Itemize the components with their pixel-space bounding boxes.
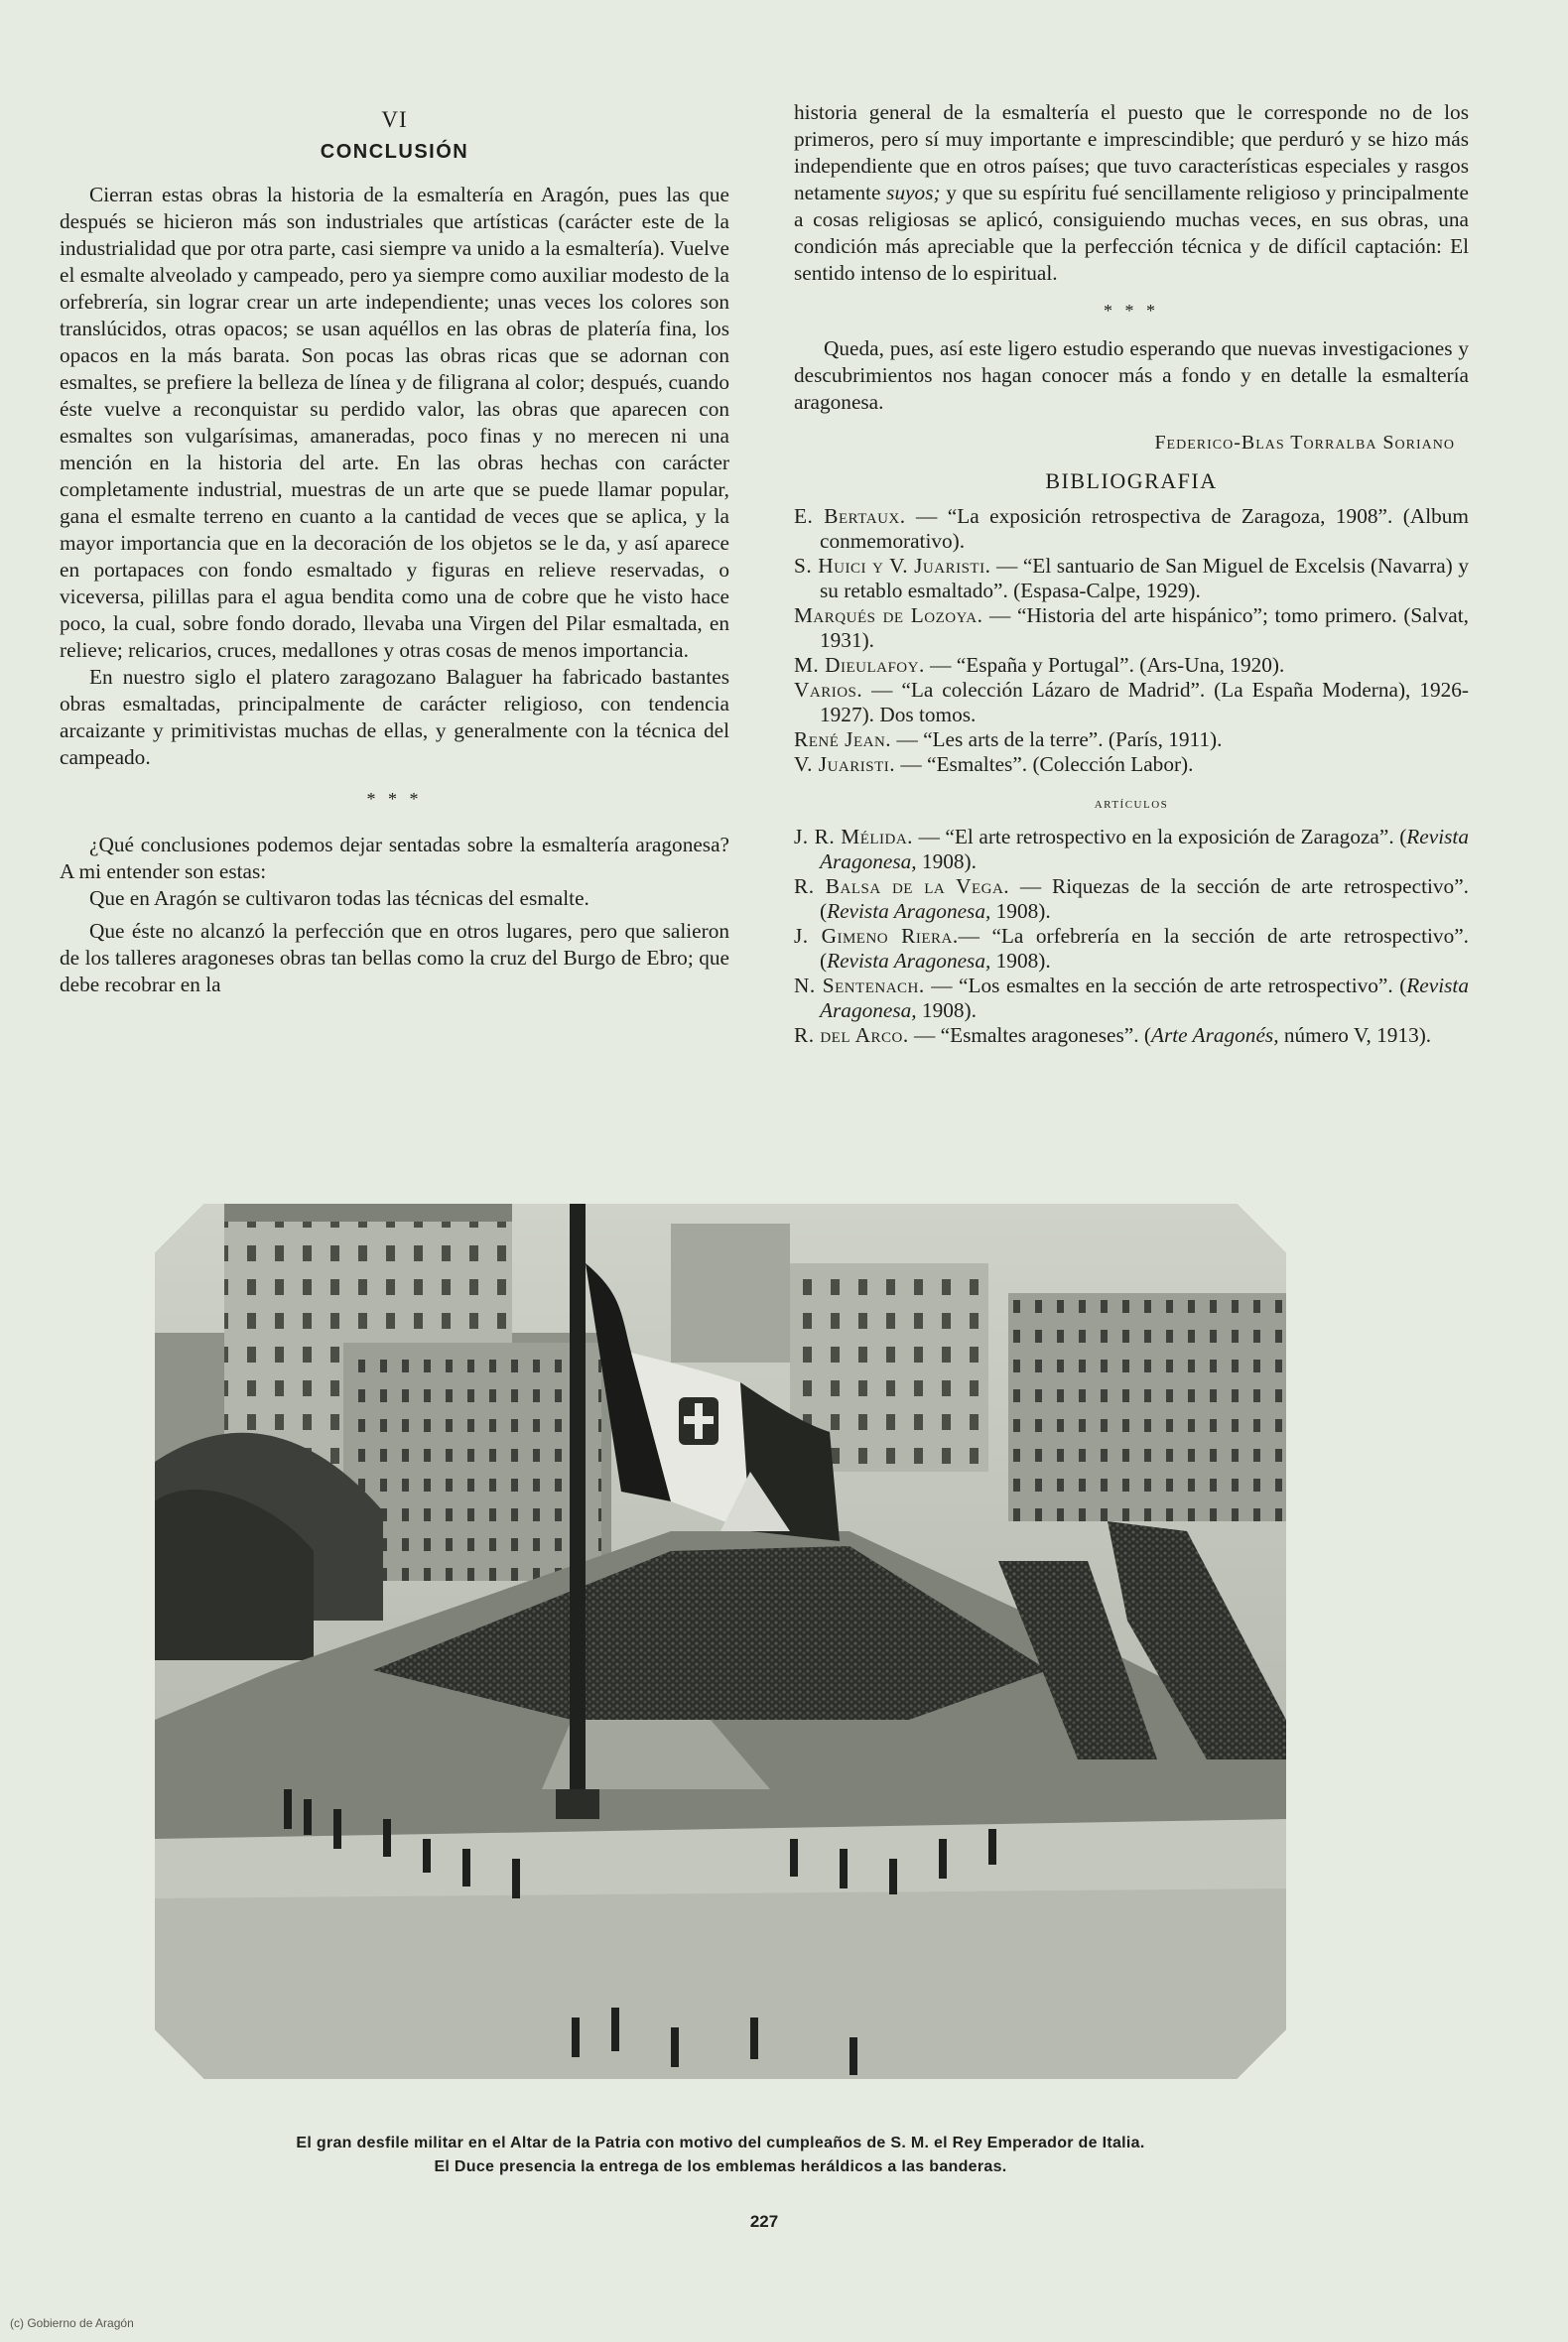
bibliography-entry — [794, 653, 1469, 678]
paragraph-text: y que su espíritu fué sencillamente religioso y principalmente a cosas religiosas se aplicó, consiguiendo muchas veces, en sus obras, una condición más apreciable que la perfección técnica y de difícil captación: El sentido intenso de lo espiritual. — [794, 181, 1469, 285]
ref-author: J. Gimeno Riera. — [794, 924, 959, 948]
articles-list — [794, 825, 1469, 1048]
ref-journal: Revista Aragonesa, — [820, 974, 1469, 1022]
ref-text: 1908). — [990, 899, 1051, 923]
ref-journal: Revista Aragonesa, — [827, 899, 991, 923]
ref-text: — Riquezas de la sección de arte retrospectivo”. ( — [820, 874, 1469, 923]
ref-text: número V, 1913). — [1278, 1023, 1432, 1047]
paragraph-italic-text: suyos; — [886, 181, 941, 204]
ref-author: R. Balsa de la Vega. — [794, 874, 1010, 898]
ref-author: M. Dieulafoy. — [794, 653, 925, 677]
author-signature: Federico-Blas Torralba Soriano — [1154, 432, 1455, 454]
ref-text: — “Historia del arte hispánico”; tomo primero. (Salvat, 1931). — [820, 603, 1469, 652]
ref-author: E. Bertaux. — [794, 504, 906, 528]
right-column — [794, 99, 1469, 1048]
ref-author: S. Huici y V. Juaristi. — [794, 554, 991, 578]
ref-text: — “Esmaltes”. (Colección Labor). — [895, 752, 1194, 776]
article-entry — [794, 825, 1469, 874]
bibliography-entry — [794, 727, 1469, 752]
photo-illustration — [155, 1204, 1286, 2079]
bibliography-list — [794, 504, 1469, 777]
photo-caption — [155, 2132, 1286, 2179]
ref-author: R. del Arco. — [794, 1023, 909, 1047]
ref-text: — “La exposición retrospectiva de Zaragoza, 1908”. (Album conmemorativo). — [820, 504, 1469, 553]
ref-text: — “Les arts de la terre”. (París, 1911). — [891, 727, 1223, 751]
paragraph: En nuestro siglo el platero zaragozano Balaguer ha fabricado bastantes obras esmaltadas, principalmente de carácter religioso, con tendencia arcaizante y primitivistas muchas de ellas, y generalmente con la técnica del campeado. — [60, 665, 729, 769]
ref-journal: Revista Aragonesa, — [820, 825, 1469, 873]
ref-text: — “La orfebrería en la sección de arte retrospectivo”. ( — [820, 924, 1469, 973]
parade-photo — [155, 1204, 1286, 2079]
bibliography-entry — [794, 603, 1469, 653]
paragraph: Que éste no alcanzó la perfección que en otros lugares, pero que salieron de los talleres aragoneses obras tan bellas como la cruz del Burgo de Ebro; que debe recobrar en la — [60, 919, 729, 996]
ref-text: — “El santuario de San Miguel de Excelsis (Navarra) y su retablo esmaltado”. (Espasa-Calpe, 1929). — [820, 554, 1469, 602]
section-title: CONCLUSIÓN — [320, 141, 469, 163]
ref-author: René Jean. — [794, 727, 892, 751]
section-separator: * * * — [1104, 301, 1159, 321]
ref-text: — “Los esmaltes en la sección de arte retrospectivo”. ( — [924, 974, 1407, 997]
articles-heading: artículos — [1094, 795, 1169, 812]
paragraph: ¿Qué conclusiones podemos dejar sentadas sobre la esmaltería aragonesa? A mi entender son estas: — [60, 833, 729, 883]
article-entry — [794, 924, 1469, 974]
ref-journal: Arte Aragonés, — [1150, 1023, 1279, 1047]
bibliography-entry — [794, 752, 1469, 777]
article-entry — [794, 1023, 1469, 1048]
caption-line: El gran desfile militar en el Altar de la Patria con motivo del cumpleaños de S. M. el Rey Emperador de Italia. — [296, 2135, 1145, 2151]
ref-text: — “La colección Lázaro de Madrid”. (La España Moderna), 1926-1927). Dos tomos. — [820, 678, 1469, 726]
paragraph-text: historia general de la esmaltería el puesto que le corresponde no de los primeros, pero sí muy importante e imprescindible; que perduró y se hizo más independiente que en otros países; que tuvo características especiales y rasgos netamente — [794, 100, 1469, 204]
ref-author: Varios. — [794, 678, 863, 702]
ref-text: 1908). — [990, 949, 1051, 973]
ref-author: Marqués de Lozoya. — [794, 603, 983, 627]
paragraph: Cierran estas obras la historia de la esmaltería en Aragón, pues las que después se hicieron más son industriales que artísticas (carácter este de la industrialidad que por otra parte, casi siempre va unido a la esmaltería). Vuelve el esmalte alveolado y campeado, pero ya siempre como auxiliar modesto de la orfebrería, sin lograr crear un arte independiente; unas veces los colores son translúcidos, otras opacos; se usan aquéllos en las obras de platería fina, los opacos en la más barata. Son pocas las obras ricas que se adornan con esmaltes, se prefiere la belleza de línea y de filigrana al color; después, cuando éste vuelve a reconquistar su perdido valor, las obras que aparecen con esmaltes son vulgarísimas, amaneradas, poco finas y no merecen ni una mención en la historia del arte. En las obras hechas con carácter completamente industrial, muestras de un arte que se puede llamar popular, gana el esmalte terreno en cuanto a la cantidad de veces que se aplica, y la mayor importancia que en la decoración de los objetos se le da, y así aparece en portapaces con fondo esmaltado y figuras en relieve reservadas, o viceversa, pilillas para el agua bendita como una de cobre que he visto hace poco, la cual, sobre fondo dorado, llevaba una Virgen del Pilar esmaltada, en relieve; relicarios, cruces, medallones y otras cosas de menos importancia. — [60, 183, 729, 662]
ref-author: V. Juaristi. — [794, 752, 896, 776]
caption-line: El Duce presencia la entrega de los emblemas heráldicos a las banderas. — [434, 2158, 1007, 2175]
bibliography-heading: BIBLIOGRAFIA — [1045, 468, 1218, 493]
ref-text: 1908). — [916, 849, 977, 873]
paragraph: Queda, pues, así este ligero estudio esperando que nuevas investigaciones y descubrimientos nos hagan conocer más a fondo y en detalle la esmaltería aragonesa. — [794, 336, 1469, 414]
ref-text: — “El arte retrospectivo en la exposición de Zaragoza”. ( — [913, 825, 1407, 848]
article-entry — [794, 974, 1469, 1023]
ref-author: N. Sentenach. — [794, 974, 925, 997]
copyright-notice: (c) Gobierno de Aragón — [10, 2316, 134, 2330]
page-number: 227 — [749, 2212, 779, 2231]
paragraph — [794, 99, 1469, 287]
ref-text: — “España y Portugal”. (Ars-Una, 1920). — [924, 653, 1285, 677]
bibliography-entry — [794, 504, 1469, 554]
bibliography-entry — [794, 678, 1469, 727]
section-number: VI — [381, 107, 408, 132]
section-separator: * * * — [366, 789, 423, 809]
ref-author: J. R. Mélida. — [794, 825, 914, 848]
ref-text: 1908). — [916, 998, 977, 1022]
ref-journal: Revista Aragonesa, — [827, 949, 991, 973]
ref-text: — “Esmaltes aragoneses”. ( — [908, 1023, 1151, 1047]
bibliography-entry — [794, 554, 1469, 603]
left-column — [60, 103, 729, 998]
article-entry — [794, 874, 1469, 924]
paragraph: Que en Aragón se cultivaron todas las técnicas del esmalte. — [89, 886, 589, 910]
